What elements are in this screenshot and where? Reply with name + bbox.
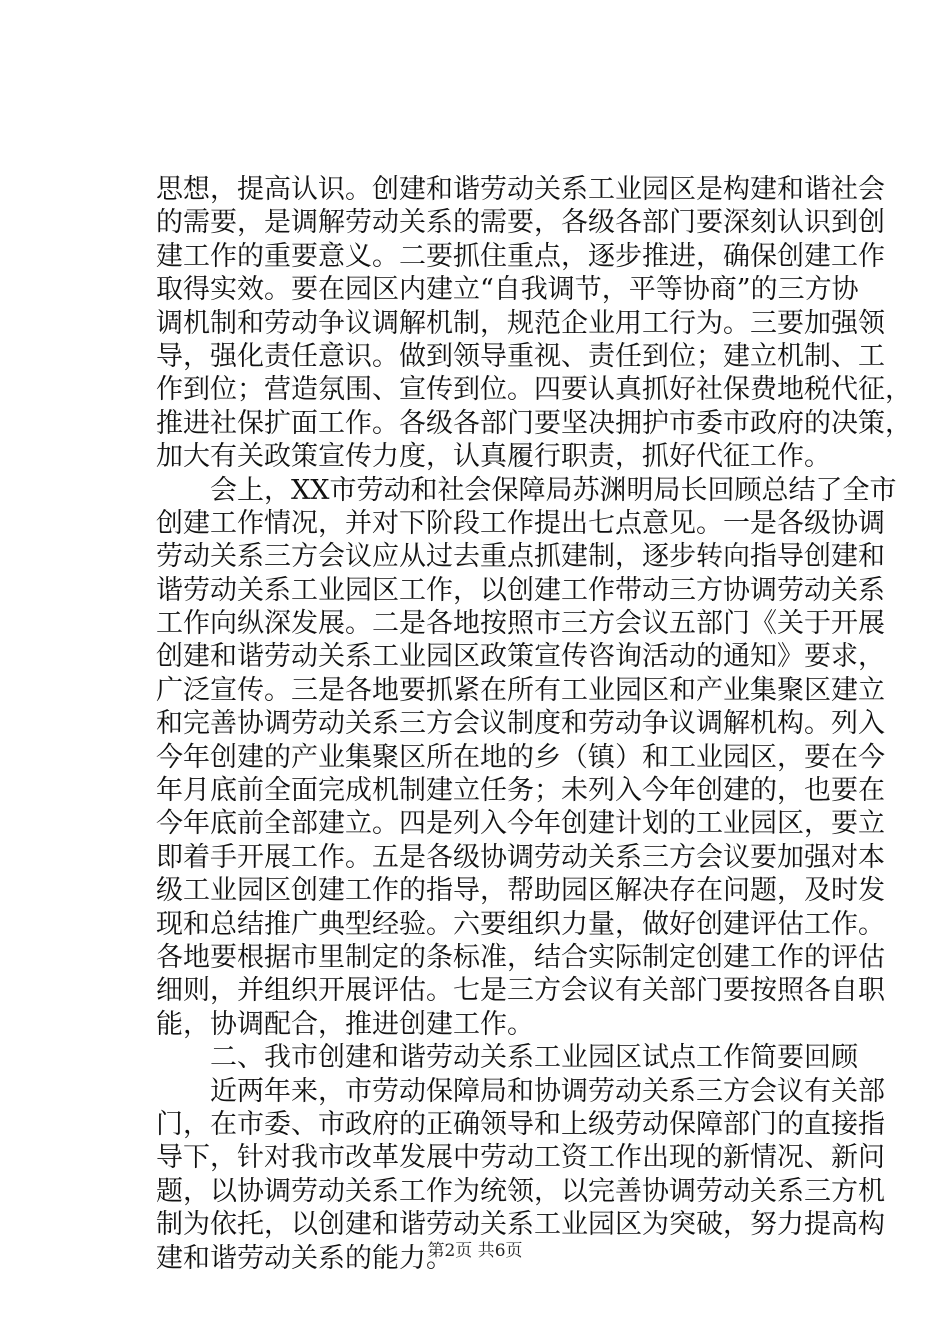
body-line: 工作向纵深发展。二是各地按照市三方会议五部门《关于开展 (156, 608, 885, 640)
body-line: 谐劳动关系工业园区工作，以创建工作带动三方协调劳动关系 (156, 574, 885, 606)
body-line: 的需要，是调解劳动关系的需要，各级各部门要深刻认识到创 (156, 207, 885, 239)
body-line: 导，强化责任意识。做到领导重视、责任到位；建立机制、工 (156, 340, 885, 372)
body-line: 作到位；营造氛围、宣传到位。四要认真抓好社保费地税代征， (156, 374, 912, 406)
body-line: 能，协调配合，推进创建工作。 (156, 1008, 534, 1040)
body-line: 今年创建的产业集聚区所在地的乡（镇）和工业园区，要在今 (156, 741, 885, 773)
body-line: 制为依托，以创建和谐劳动关系工业园区为突破，努力提高构 (156, 1209, 885, 1241)
body-line: 即着手开展工作。五是各级协调劳动关系三方会议要加强对本 (156, 841, 885, 873)
body-line: 导下，针对我市改革发展中劳动工资工作出现的新情况、新问 (156, 1142, 885, 1174)
body-line: 级工业园区创建工作的指导，帮助园区解决存在问题，及时发 (156, 875, 885, 907)
body-line: 题，以协调劳动关系工作为统领，以完善协调劳动关系三方机 (156, 1175, 885, 1207)
body-line: 调机制和劳动争议调解机制，规范企业用工行为。三要加强领 (156, 307, 885, 339)
body-line: 现和总结推广典型经验。六要组织力量，做好创建评估工作。 (156, 908, 885, 940)
body-line: 建工作的重要意义。二要抓住重点，逐步推进，确保创建工作 (156, 240, 885, 272)
body-line: 近两年来，市劳动保障局和协调劳动关系三方会议有关部 (156, 1075, 885, 1107)
body-line: 今年底前全部建立。四是列入今年创建计划的工业园区，要立 (156, 808, 885, 840)
body-line: 思想，提高认识。创建和谐劳动关系工业园区是构建和谐社会 (156, 174, 885, 205)
document-body (156, 173, 912, 1275)
body-line: 广泛宣传。三是各地要抓紧在所有工业园区和产业集聚区建立 (156, 674, 885, 706)
section-heading: 二、我市创建和谐劳动关系工业园区试点工作简要回顾 (156, 1042, 858, 1074)
body-line: 年月底前全面完成机制建立任务；未列入今年创建的，也要在 (156, 775, 885, 807)
body-line: 会上，XX市劳动和社会保障局苏渊明局长回顾总结了全市 (156, 474, 897, 506)
body-line: 建和谐劳动关系的能力。 (156, 1242, 453, 1274)
body-line: 和完善协调劳动关系三方会议制度和劳动争议调解机构。列入 (156, 708, 885, 740)
body-line: 创建和谐劳动关系工业园区政策宣传咨询活动的通知》要求， (156, 641, 885, 673)
body-line: 门，在市委、市政府的正确领导和上级劳动保障部门的直接指 (156, 1108, 885, 1140)
body-line: 推进社保扩面工作。各级各部门要坚决拥护市委市政府的决策， (156, 407, 912, 439)
body-line: 细则，并组织开展评估。七是三方会议有关部门要按照各自职 (156, 975, 885, 1007)
body-line: 创建工作情况，并对下阶段工作提出七点意见。一是各级协调 (156, 507, 885, 539)
body-line: 加大有关政策宣传力度，认真履行职责，抓好代征工作。 (156, 441, 831, 473)
body-line: 各地要根据市里制定的条标准，结合实际制定创建工作的评估 (156, 941, 885, 973)
page-number-footer: 第2页 共6页 (427, 1241, 523, 1261)
body-line: 取得实效。要在园区内建立“自我调节，平等协商”的三方协 (156, 274, 859, 306)
body-line: 劳动关系三方会议应从过去重点抓建制，逐步转向指导创建和 (156, 541, 885, 573)
